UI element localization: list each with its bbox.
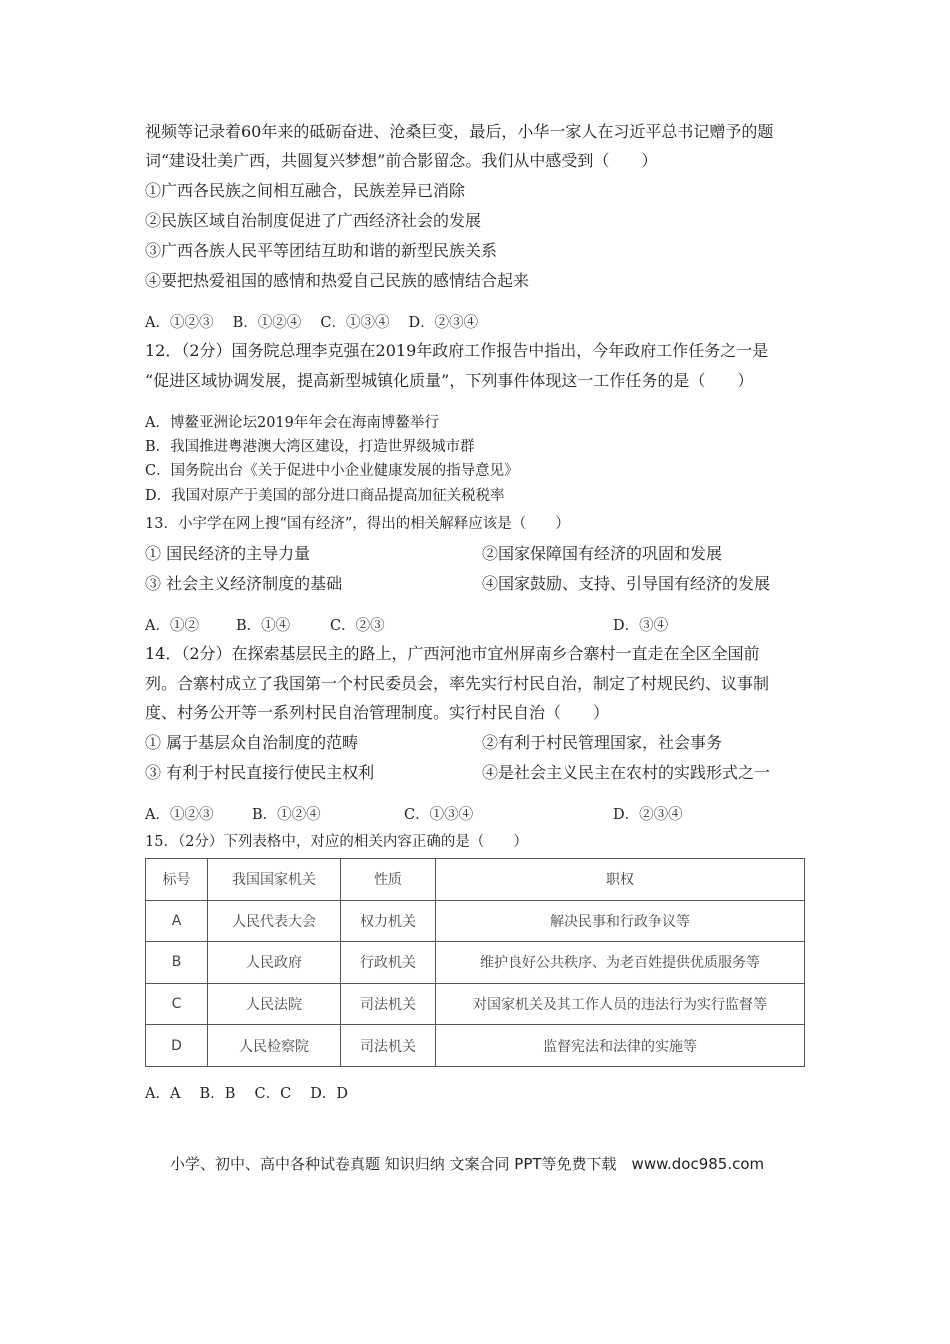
table-cell: B [146,942,208,984]
table-cell: 对国家机关及其工作人员的违法行为实行监督等 [436,983,805,1025]
q14-answer-a: A．①②③ [145,807,214,823]
table-cell: 维护良好公共秩序、为老百姓提供优质服务等 [436,942,805,984]
q12-option-d: D．我国对原产于美国的部分进口商品提高加征关税税率 [145,488,505,504]
q14-answer-b: B．①②④ [252,807,321,823]
q11-answers: A．①②③ B．①②④ C．①③④ D．②③④ [145,315,479,331]
table-cell: 人民代表大会 [208,900,341,942]
q11-stem-line1: 视频等记录着60年来的砥砺奋进、沧桑巨变，最后，小华一家人在习近平总书记赠予的题 [145,122,774,141]
table-cell: 人民法院 [208,983,341,1025]
table-header-cell: 性质 [341,859,436,901]
q11-item-3: ③广西各族人民平等团结互助和谐的新型民族关系 [145,241,498,260]
q13-item-4: ④国家鼓励、支持、引导国有经济的发展 [482,574,771,593]
table-row [146,942,805,984]
q13-answer-a: A．①② [145,618,199,634]
q12-option-b: B．我国推进粤港澳大湾区建设，打造世界级城市群 [145,439,475,455]
table-cell: 司法机关 [341,1025,436,1067]
q13-answer-c: C．②③ [330,618,385,634]
q15-stem: 15．（2分）下列表格中，对应的相关内容正确的是（ ） [145,834,528,850]
q15-table [145,858,805,1067]
q14-answer-d: D．②③④ [613,807,683,823]
table-header-cell: 职权 [436,859,805,901]
table-header-cell: 标号 [146,859,208,901]
q13-item-1: ① 国民经济的主导力量 [145,544,311,563]
table-row [146,983,805,1025]
table-row [146,900,805,942]
table-cell: 权力机关 [341,900,436,942]
table-header-row [146,859,805,901]
q12-stem-line2: “促进区域协调发展，提高新型城镇化质量”，下列事件体现这一工作任务的是（ ） [145,371,754,390]
q14-stem-line2: 列。合寨村成立了我国第一个村民委员会，率先实行村民自治，制定了村规民约、议事制 [145,674,770,693]
q13-answer-d: D．③④ [613,618,669,634]
table-cell: 解决民事和行政争议等 [436,900,805,942]
table-cell: C [146,983,208,1025]
q11-stem-line2: 词“建设壮美广西，共圆复兴梦想”前合影留念。我们从中感受到（ ） [145,151,658,170]
table-cell: 司法机关 [341,983,436,1025]
q14-item-2: ②有利于村民管理国家，社会事务 [482,733,723,752]
table-cell: 行政机关 [341,942,436,984]
table-cell: A [146,900,208,942]
table-row [146,1025,805,1067]
q14-item-1: ① 属于基层众自治制度的范畴 [145,733,359,752]
q12-option-c: C．国务院出台《关于促进中小企业健康发展的指导意见》 [145,463,519,479]
table-cell: 监督宪法和法律的实施等 [436,1025,805,1067]
q14-answer-c: C．①③④ [404,807,474,823]
q11-item-4: ④要把热爱祖国的感情和热爱自己民族的感情结合起来 [145,271,530,290]
table-header-cell: 我国国家机关 [208,859,341,901]
q14-item-4: ④是社会主义民主在农村的实践形式之一 [482,763,771,782]
page-footer: 小学、初中、高中各种试卷真题 知识归纳 文案合同 PPT等免费下载 www.doc985.com [170,1155,765,1173]
q15-answers: A．A B．B C．C D．D [145,1086,349,1102]
table-cell: 人民检察院 [208,1025,341,1067]
q11-item-2: ②民族区域自治制度促进了广西经济社会的发展 [145,211,482,230]
table-cell: D [146,1025,208,1067]
q12-option-a: A．博鳌亚洲论坛2019年年会在海南博鳌举行 [145,415,439,431]
q13-stem: 13．小宇学在网上搜“国有经济”，得出的相关解释应该是（ ） [145,516,570,532]
q13-answer-b: B．①④ [236,618,291,634]
table-cell: 人民政府 [208,942,341,984]
q13-item-2: ②国家保障国有经济的巩固和发展 [482,544,723,563]
q12-stem-line1: 12．（2分）国务院总理李克强在2019年政府工作报告中指出，今年政府工作任务之一是 [145,341,769,360]
q11-item-1: ①广西各民族之间相互融合，民族差异已消除 [145,181,466,200]
q13-item-3: ③ 社会主义经济制度的基础 [145,574,343,593]
q14-stem-line1: 14．（2分）在探索基层民主的路上，广西河池市宜州屏南乡合寨村一直走在全区全国前 [145,644,760,663]
q14-stem-line3: 度、村务公开等一系列村民自治管理制度。实行村民自治（ ） [145,703,610,722]
q14-item-3: ③ 有利于村民直接行使民主权利 [145,763,375,782]
